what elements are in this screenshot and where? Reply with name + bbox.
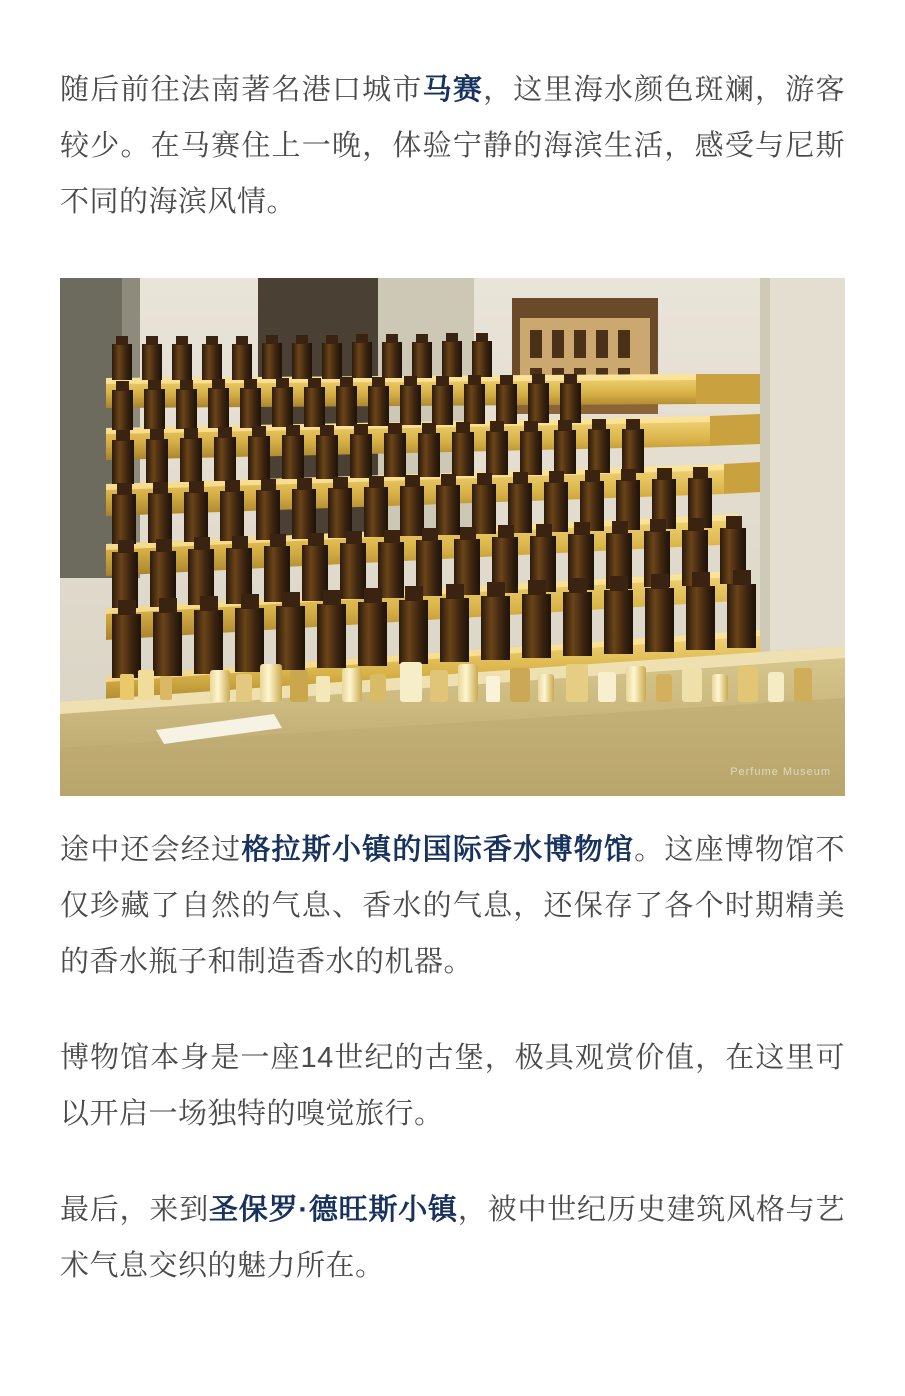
- perfume-museum-illustration: [60, 278, 845, 796]
- paragraph-1-text-b: ，这里海水颜色斑斓，游客较少。在马赛住上一晚，体验宁静的海滨生活，感受与尼斯不同的海滨风情。: [60, 74, 845, 218]
- paragraph-2-text-b: 。这座博物馆不仅珍藏了自然的气息、香水的气息，还保存了各个时期精美的香水瓶子和制造香水的机器。: [60, 834, 845, 978]
- paragraph-3: [60, 1030, 845, 1142]
- paragraph-spacer-1: [60, 990, 845, 1030]
- photo-watermark: Perfume Museum: [730, 766, 831, 778]
- paragraph-3-text: 博物馆本身是一座14世纪的古堡，极具观赏价值，在这里可以开启一场独特的嗅觉旅行。: [60, 1042, 845, 1130]
- paragraph-2-highlight-grasse-museum: 格拉斯小镇的国际香水博物馆: [241, 834, 635, 866]
- paragraph-1-text-a: 随后前往法南著名港口城市: [60, 74, 423, 106]
- paragraph-4-text-a: 最后，来到: [60, 1194, 209, 1226]
- paragraph-1-highlight-marseille: 马赛: [422, 74, 484, 106]
- paragraph-spacer-2: [60, 1142, 845, 1182]
- paragraph-2: [60, 822, 845, 990]
- perfume-museum-photo: [60, 278, 845, 796]
- paragraph-2-text-a: 途中还会经过: [60, 834, 242, 866]
- paragraph-4: [60, 1182, 845, 1294]
- paragraph-4-highlight-saint-paul-de-vence: 圣保罗·德旺斯小镇: [209, 1194, 458, 1226]
- paragraph-1: [60, 0, 845, 230]
- paragraph-4-text-b: ，被中世纪历史建筑风格与艺术气息交织的魅力所在。: [60, 1194, 845, 1282]
